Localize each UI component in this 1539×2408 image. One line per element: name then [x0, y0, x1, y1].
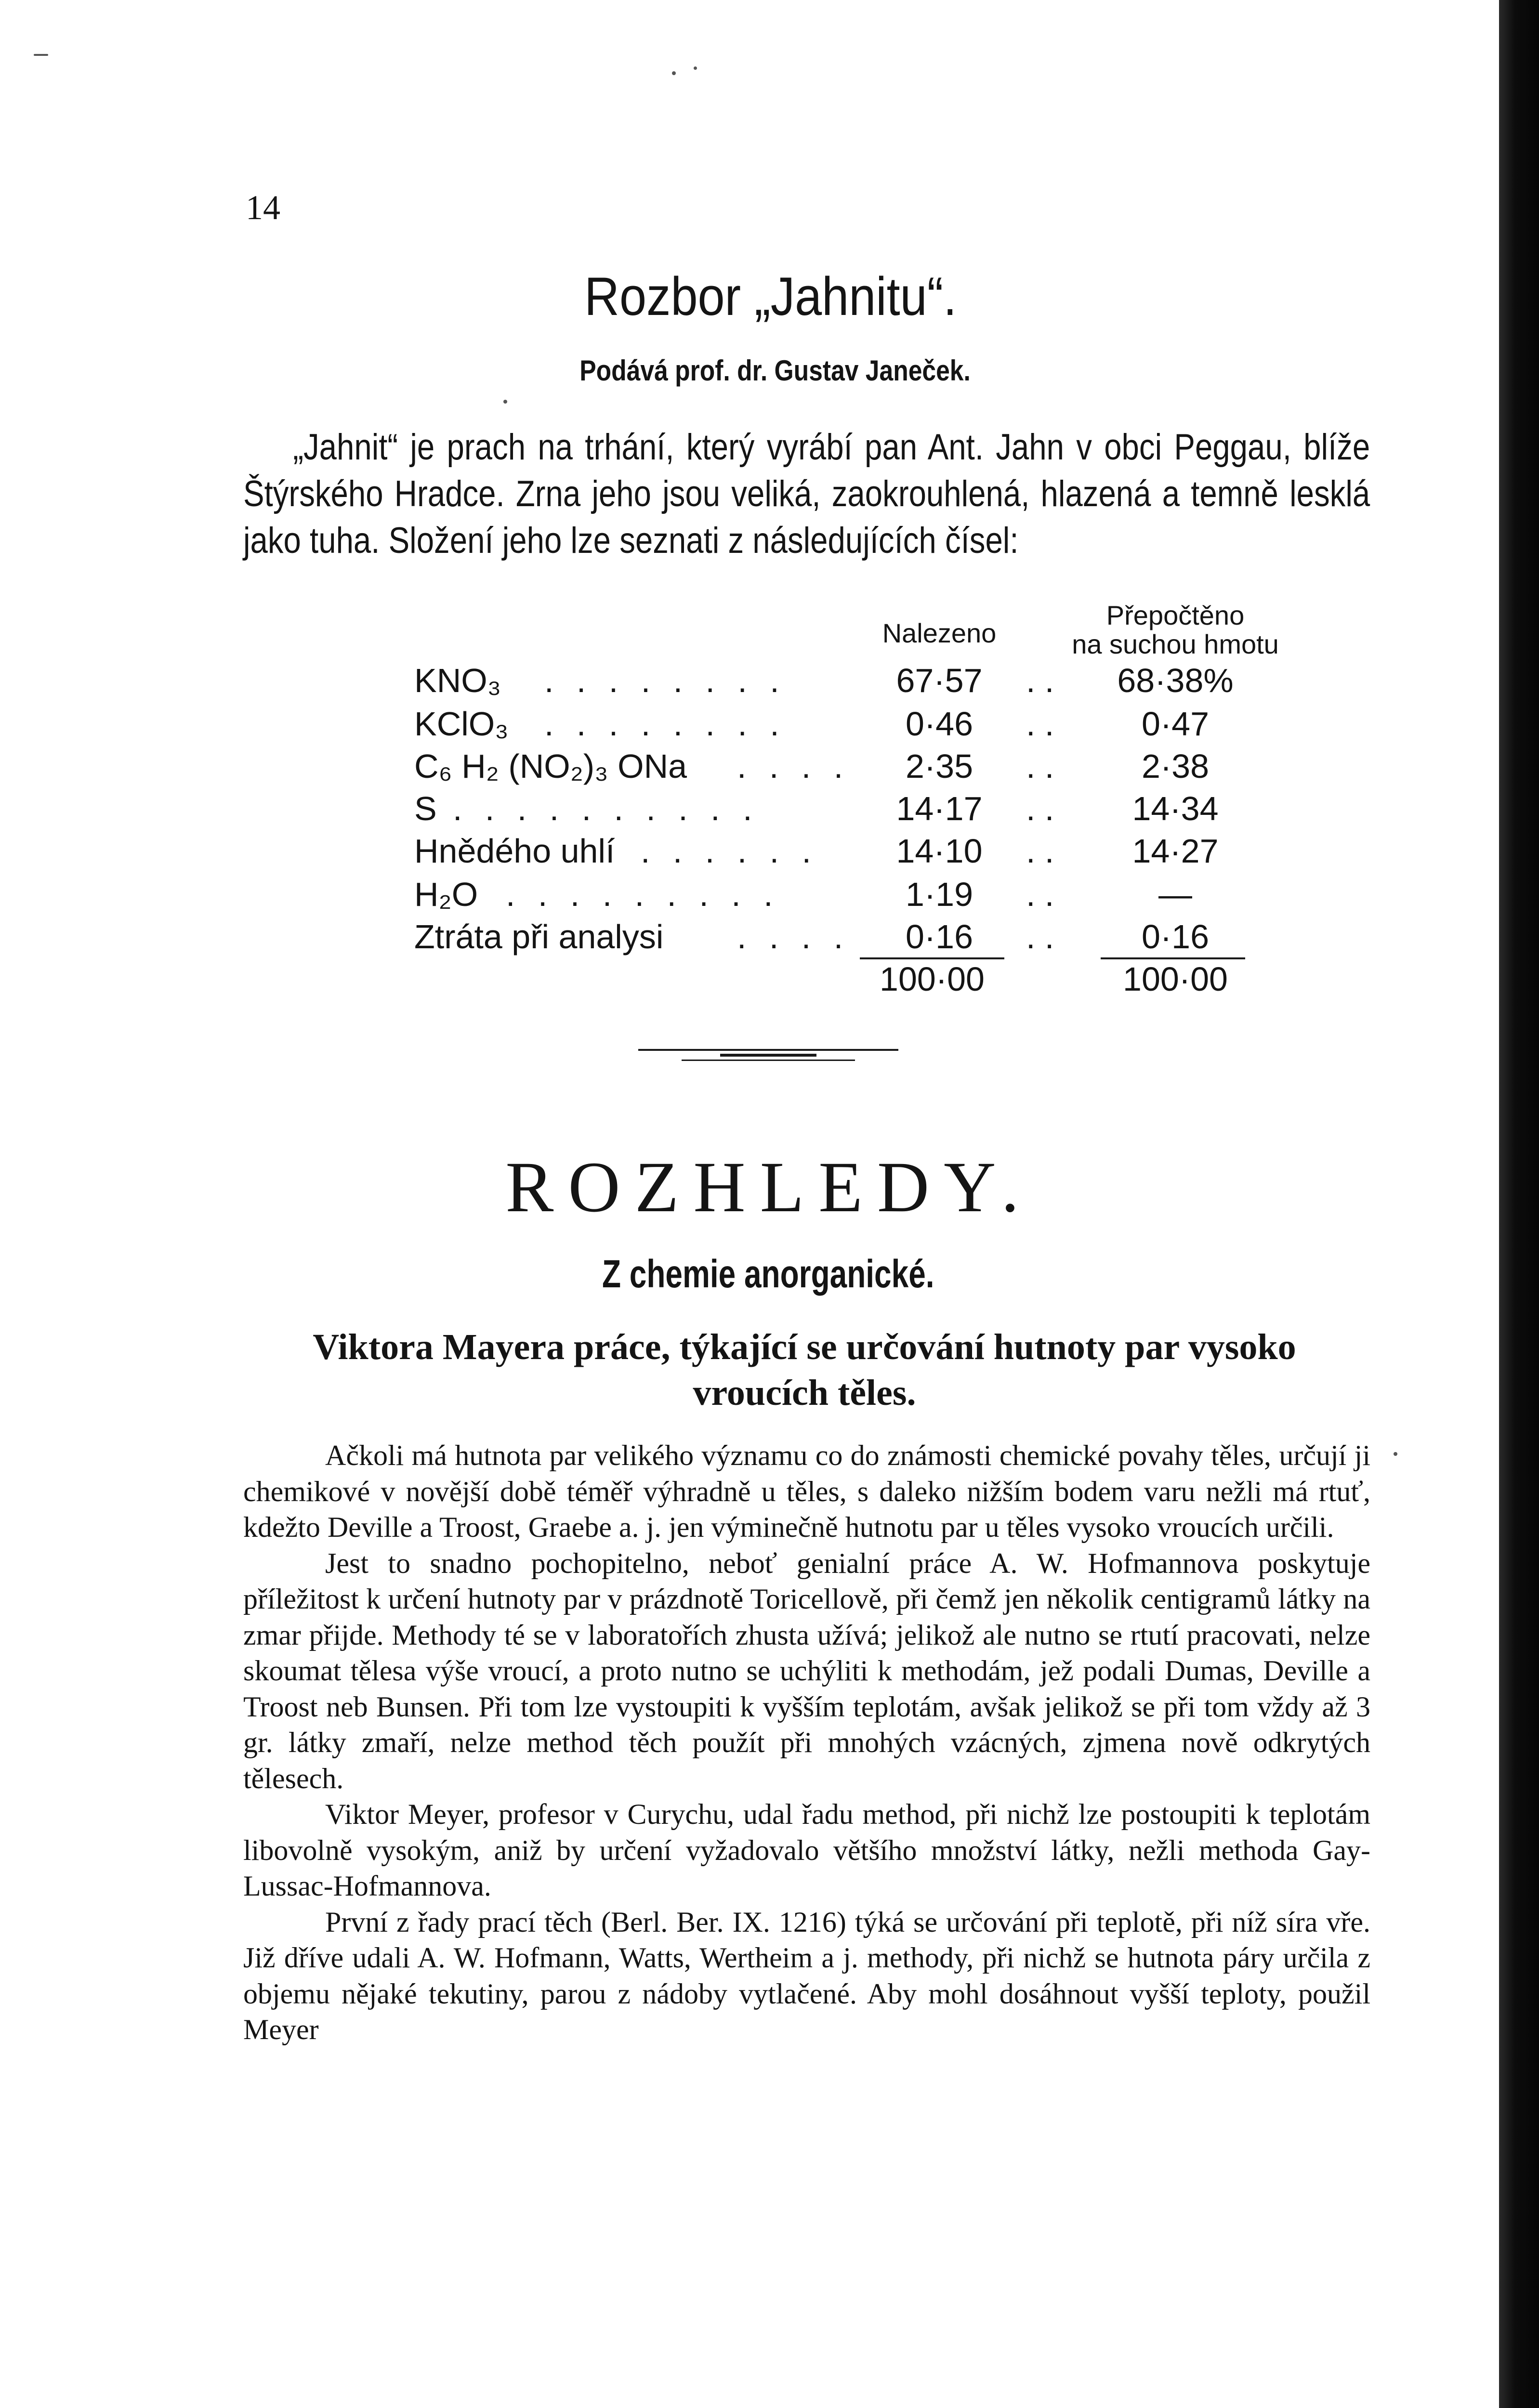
row-value-dry: 68·38%: [1117, 662, 1234, 699]
row-value-found: 14·10: [896, 832, 983, 870]
row-separator-dots: . .: [1026, 747, 1054, 785]
row-leader-dots: . . . . . . . .: [544, 705, 786, 743]
row-value-found: 1·19: [905, 876, 973, 913]
body-paragraph: Jest to snadno pochopitelno, neboť genialní práce A. W. Hofmannova poskytuje příležitost k určení hutnoty par v prázdnotě Toricellově, při čemž jen několik centigramů látky na zmar přijde. Methody té se v laboratořích zhusta užívá; jelikož ale nutno se rtutí pracovati, nelze skoumat tělesa výše vroucí, a proto nutno se uchýliti k methodám, jež podali Dumas, Deville a Troost neb Bunsen. Při tom lze vystoupiti k vyšším teplotám, avšak jelikož se při tom vždy až 3 gr. látky zmaří, nelze method těch použít při mnohých vzácných, zjmena nově odkrytých tělesech.: [243, 1547, 1370, 1794]
row-value-found: 67·57: [896, 662, 983, 699]
article-title-mayer: Viktora Mayera práce, týkající se určování hutnoty par vysoko vroucích těles.: [313, 1327, 1296, 1413]
row-separator-dots: . .: [1026, 705, 1054, 743]
ornamental-rule-top: [638, 1049, 898, 1051]
scan-speck: [503, 400, 507, 404]
row-value-dry: 0·47: [1141, 705, 1210, 743]
row-label: KClO₃: [414, 705, 509, 743]
intro-text: „Jahnit“ je prach na trhání, který vyrábí pan Ant. Jahn v obci Peggau, blíže Štýrského Hradce. Zrna jeho jsou veliká, zaokrouhlená, hlazená a temně lesklá jako tuha. Složení jeho lze seznati z následujících čísel:: [243, 427, 1370, 561]
row-value-found: 0·46: [905, 705, 973, 743]
row-label: Ztráta při analysi: [414, 918, 664, 955]
scan-speck: [694, 66, 697, 70]
row-separator-dots: . .: [1026, 918, 1054, 955]
column-header-dry-line2: na suchou hmotu: [1072, 629, 1279, 659]
row-value-dry: 0·16: [1141, 918, 1210, 955]
row-value-dry: 14·27: [1132, 832, 1219, 870]
row-leader-dots: . . . .: [737, 918, 850, 955]
row-label: KNO₃: [414, 662, 501, 699]
row-value-found: 2·35: [905, 747, 973, 785]
scan-speck: [672, 71, 676, 75]
row-value-dry: 14·34: [1132, 790, 1219, 827]
total-found: 100·00: [880, 960, 985, 998]
body-paragraph: První z řady prací těch (Berl. Ber. IX. 1216) týká se určování při teplotě, při níž síra vře. Již dříve udali A. W. Hofmann, Watts, Wertheim a j. methody, při nichž se hutnota páry určila z objemu nějaké tekutiny, parou z nádoby vytlačené. Aby mohl dosáhnout vyšší teploty, použil Meyer: [243, 1906, 1370, 2045]
intro-paragraph: [243, 424, 1370, 564]
row-leader-dots: . . . . . . . . . .: [453, 790, 759, 827]
row-label: Hnědého uhlí: [414, 832, 615, 870]
row-label: S: [414, 790, 437, 827]
section-heading-rozhledy: ROZHLEDY.: [505, 1147, 1034, 1227]
ornamental-rule-middle: [720, 1054, 816, 1057]
row-separator-dots: . .: [1026, 662, 1054, 699]
row-value-found: 0·16: [905, 918, 973, 955]
body-paragraph: Viktor Meyer, profesor v Curychu, udal řadu method, při nichž lze postoupiti k teplotám libovolně vysokým, aniž by určení vyžadovalo většího množství látky, nežli methoda Gay-Lussac-Hofmannova.: [243, 1798, 1370, 1902]
article-body: [243, 1438, 1370, 2048]
row-leader-dots: . . . . . . . . .: [506, 876, 780, 913]
sum-rule-found: [860, 957, 1004, 959]
row-label: H₂O: [414, 876, 478, 913]
row-leader-dots: . . . .: [737, 747, 850, 785]
column-header-dry-line1: Přepočtěno: [1106, 600, 1245, 630]
row-separator-dots: . .: [1026, 790, 1054, 827]
scan-speck: [1394, 1452, 1397, 1456]
row-leader-dots: . . . . . . . .: [544, 662, 786, 699]
total-dry: 100·00: [1123, 960, 1228, 998]
subsection-heading: Z chemie anorganické.: [602, 1252, 934, 1296]
column-header-found: Nalezeno: [882, 618, 997, 648]
row-separator-dots: . .: [1026, 832, 1054, 870]
row-value-dry: 2·38: [1141, 747, 1210, 785]
page-number: 14: [246, 188, 280, 227]
row-value-found: 14·17: [896, 790, 983, 827]
row-leader-dots: . . . . . .: [641, 832, 818, 870]
row-value-dry: —: [1158, 876, 1192, 913]
scan-speck: [34, 54, 48, 56]
row-label: C₆ H₂ (NO₂)₃ ONa: [414, 747, 687, 785]
ornamental-rule-bottom: [682, 1060, 855, 1061]
article-title-rozbor: Rozbor „Jahnitu“.: [584, 266, 957, 327]
sum-rule-dry: [1101, 957, 1245, 959]
row-separator-dots: . .: [1026, 876, 1054, 913]
body-paragraph: Ačkoli má hutnota par velikého významu co do známosti chemické povahy těles, určují ji chemikové v novější době téměř výhradně u těles, s daleko nižším bodem varu nežli má rtuť, kdežto Deville a Troost, Graebe a. j. jen výminečně hutnotu par u těles vysoko vroucích určili.: [243, 1440, 1370, 1543]
author-byline: Podává prof. dr. Gustav Janeček.: [579, 354, 971, 387]
